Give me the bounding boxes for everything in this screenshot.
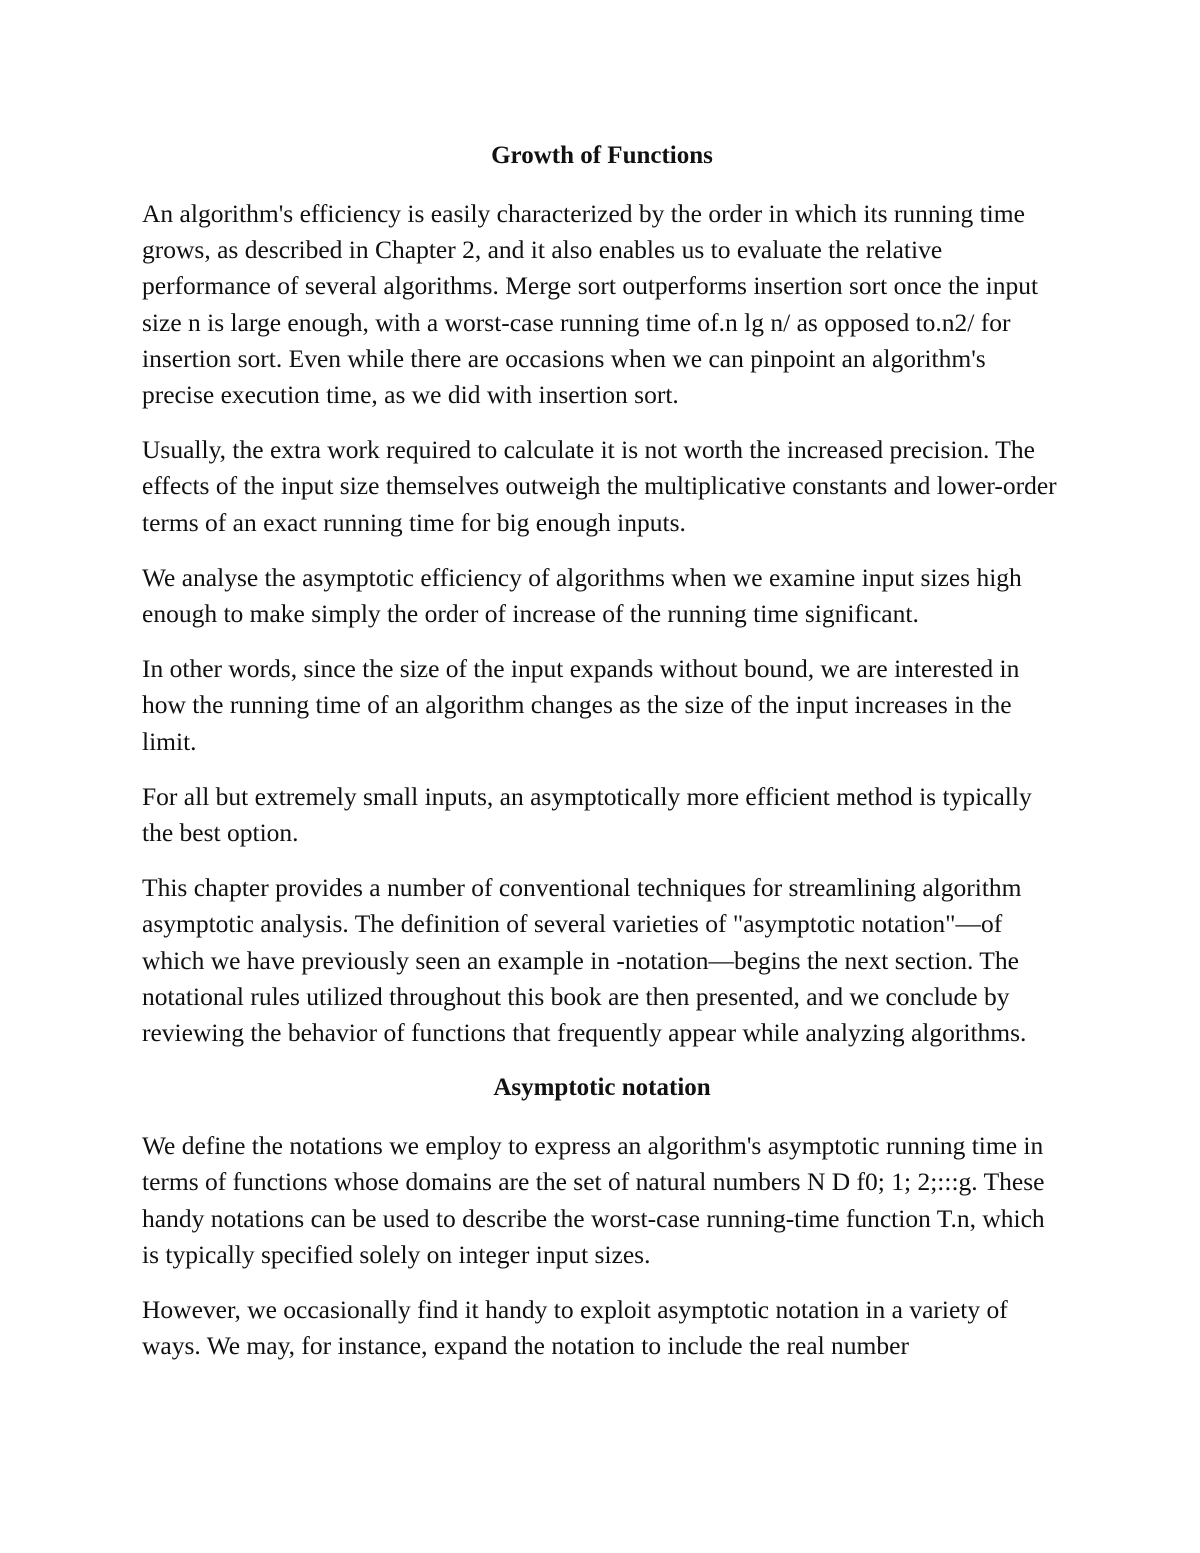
document-title: Growth of Functions [491,142,713,169]
paragraph: An algorithm's efficiency is easily characterized by the order in which its running time grows, as described in Chapter 2, and it also enables us to evaluate the relative performance of several algorithms. Merge sort outperforms insertion sort once the input size n is large enough, with a worst-case running time of.n lg n/ as opposed to.n2/ for insertion sort. Even while there are occasions when we can pinpoint an algorithm's precise execution time, as we did with insertion sort. [142,199,1039,410]
paragraph: In other words, since the size of the input expands without bound, we are interested in how the running time of an algorithm changes as the size of the input increases in the limit. [142,654,1020,756]
paragraph: For all but extremely small inputs, an asymptotically more efficient method is typically the best option. [142,781,1032,848]
paragraph: This chapter provides a number of conventional techniques for streamlining algorithm asymptotic analysis. The definition of several varieties of "asymptotic notation"—of which we have previously seen an example in -notation—begins the next section. The notational rules utilized throughout this book are then presented, and we conclude by reviewing the behavior of functions that frequently appear while analyzing algorithms. [142,873,1027,1048]
paragraph: We analyse the asymptotic efficiency of algorithms when we examine input sizes high enough to make simply the order of increase of the running time significant. [142,562,1022,629]
section-heading: Asymptotic notation [493,1074,711,1102]
document-page [142,138,1062,1383]
paragraph: Usually, the extra work required to calculate it is not worth the increased precision. The effects of the input size themselves outweigh the multiplicative constants and lower-order terms of an exact running time for big enough inputs. [142,435,1057,537]
paragraph: We define the notations we employ to express an algorithm's asymptotic running time in terms of functions whose domains are the set of natural numbers N D f0; 1; 2;:::g. These handy notations can be used to describe the worst-case running-time function T.n, which is typically specified solely on integer input sizes. [142,1131,1045,1269]
paragraph: However, we occasionally find it handy to exploit asymptotic notation in a variety of ways. We may, for instance, expand the notation to include the real number [142,1295,1008,1361]
